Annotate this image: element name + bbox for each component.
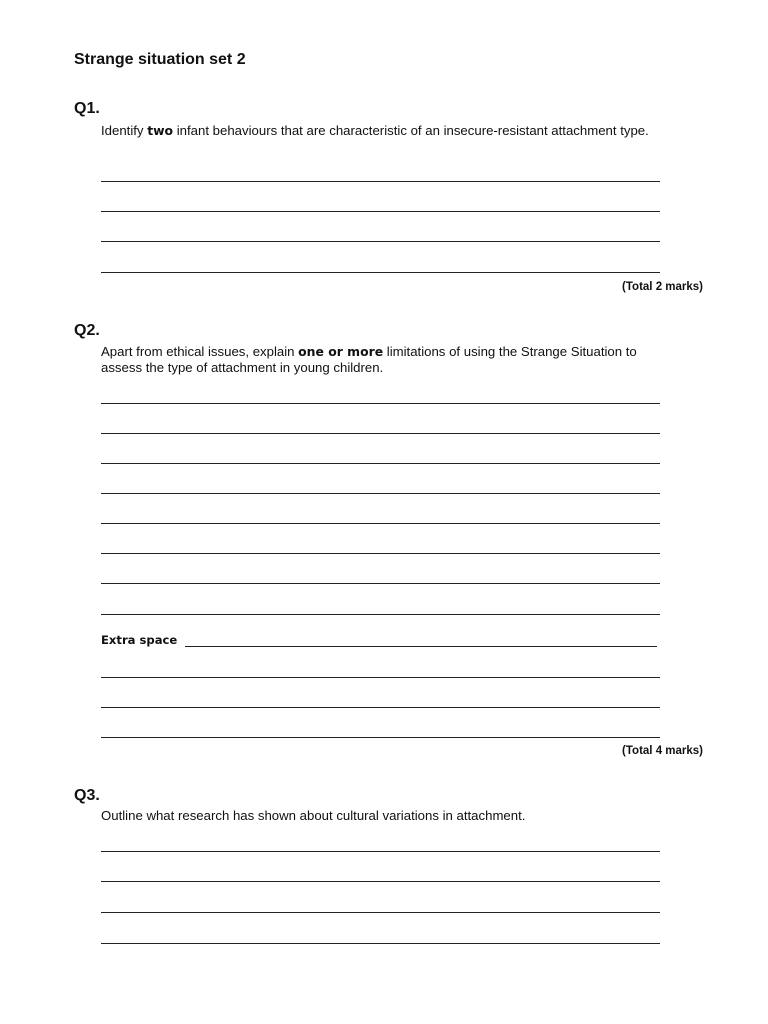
- answer-line[interactable]: [101, 737, 660, 738]
- answer-line[interactable]: [101, 677, 660, 678]
- answer-line[interactable]: [101, 553, 660, 554]
- answer-line[interactable]: [101, 463, 660, 464]
- answer-line[interactable]: [101, 943, 660, 944]
- answer-line[interactable]: [101, 881, 660, 882]
- answer-line[interactable]: [101, 523, 660, 524]
- answer-line[interactable]: [101, 241, 660, 242]
- question-number: Q2.: [74, 322, 100, 339]
- question-prompt: Outline what research has shown about cultural variations in attachment.: [101, 808, 526, 823]
- answer-line[interactable]: [101, 583, 660, 584]
- answer-line[interactable]: [101, 433, 660, 434]
- total-marks: (Total 4 marks): [622, 745, 703, 757]
- total-marks: (Total 2 marks): [622, 281, 703, 293]
- prompt-text: limitations of using the Strange Situation to assess the type of attachment in young children.: [101, 344, 637, 375]
- prompt-text: Identify: [101, 123, 148, 138]
- prompt-emphasis: two: [147, 123, 174, 138]
- prompt-text: Apart from ethical issues, explain: [101, 344, 299, 359]
- question-number: Q1.: [74, 100, 100, 117]
- question-number: Q3.: [74, 787, 100, 804]
- question-prompt: [101, 344, 666, 376]
- answer-line[interactable]: [101, 493, 660, 494]
- extra-space-line[interactable]: [185, 646, 657, 647]
- answer-line[interactable]: [101, 403, 660, 404]
- page-title: Strange situation set 2: [74, 51, 246, 68]
- question-prompt: [101, 123, 666, 139]
- prompt-emphasis: one or more: [298, 344, 384, 359]
- answer-line[interactable]: [101, 851, 660, 852]
- answer-line[interactable]: [101, 614, 660, 615]
- answer-line[interactable]: [101, 912, 660, 913]
- prompt-text: infant behaviours that are characteristic of an insecure-resistant attachment type.: [173, 123, 649, 138]
- extra-space-label: Extra space: [101, 633, 178, 647]
- answer-line[interactable]: [101, 211, 660, 212]
- answer-line[interactable]: [101, 181, 660, 182]
- answer-line[interactable]: [101, 272, 660, 273]
- answer-line[interactable]: [101, 707, 660, 708]
